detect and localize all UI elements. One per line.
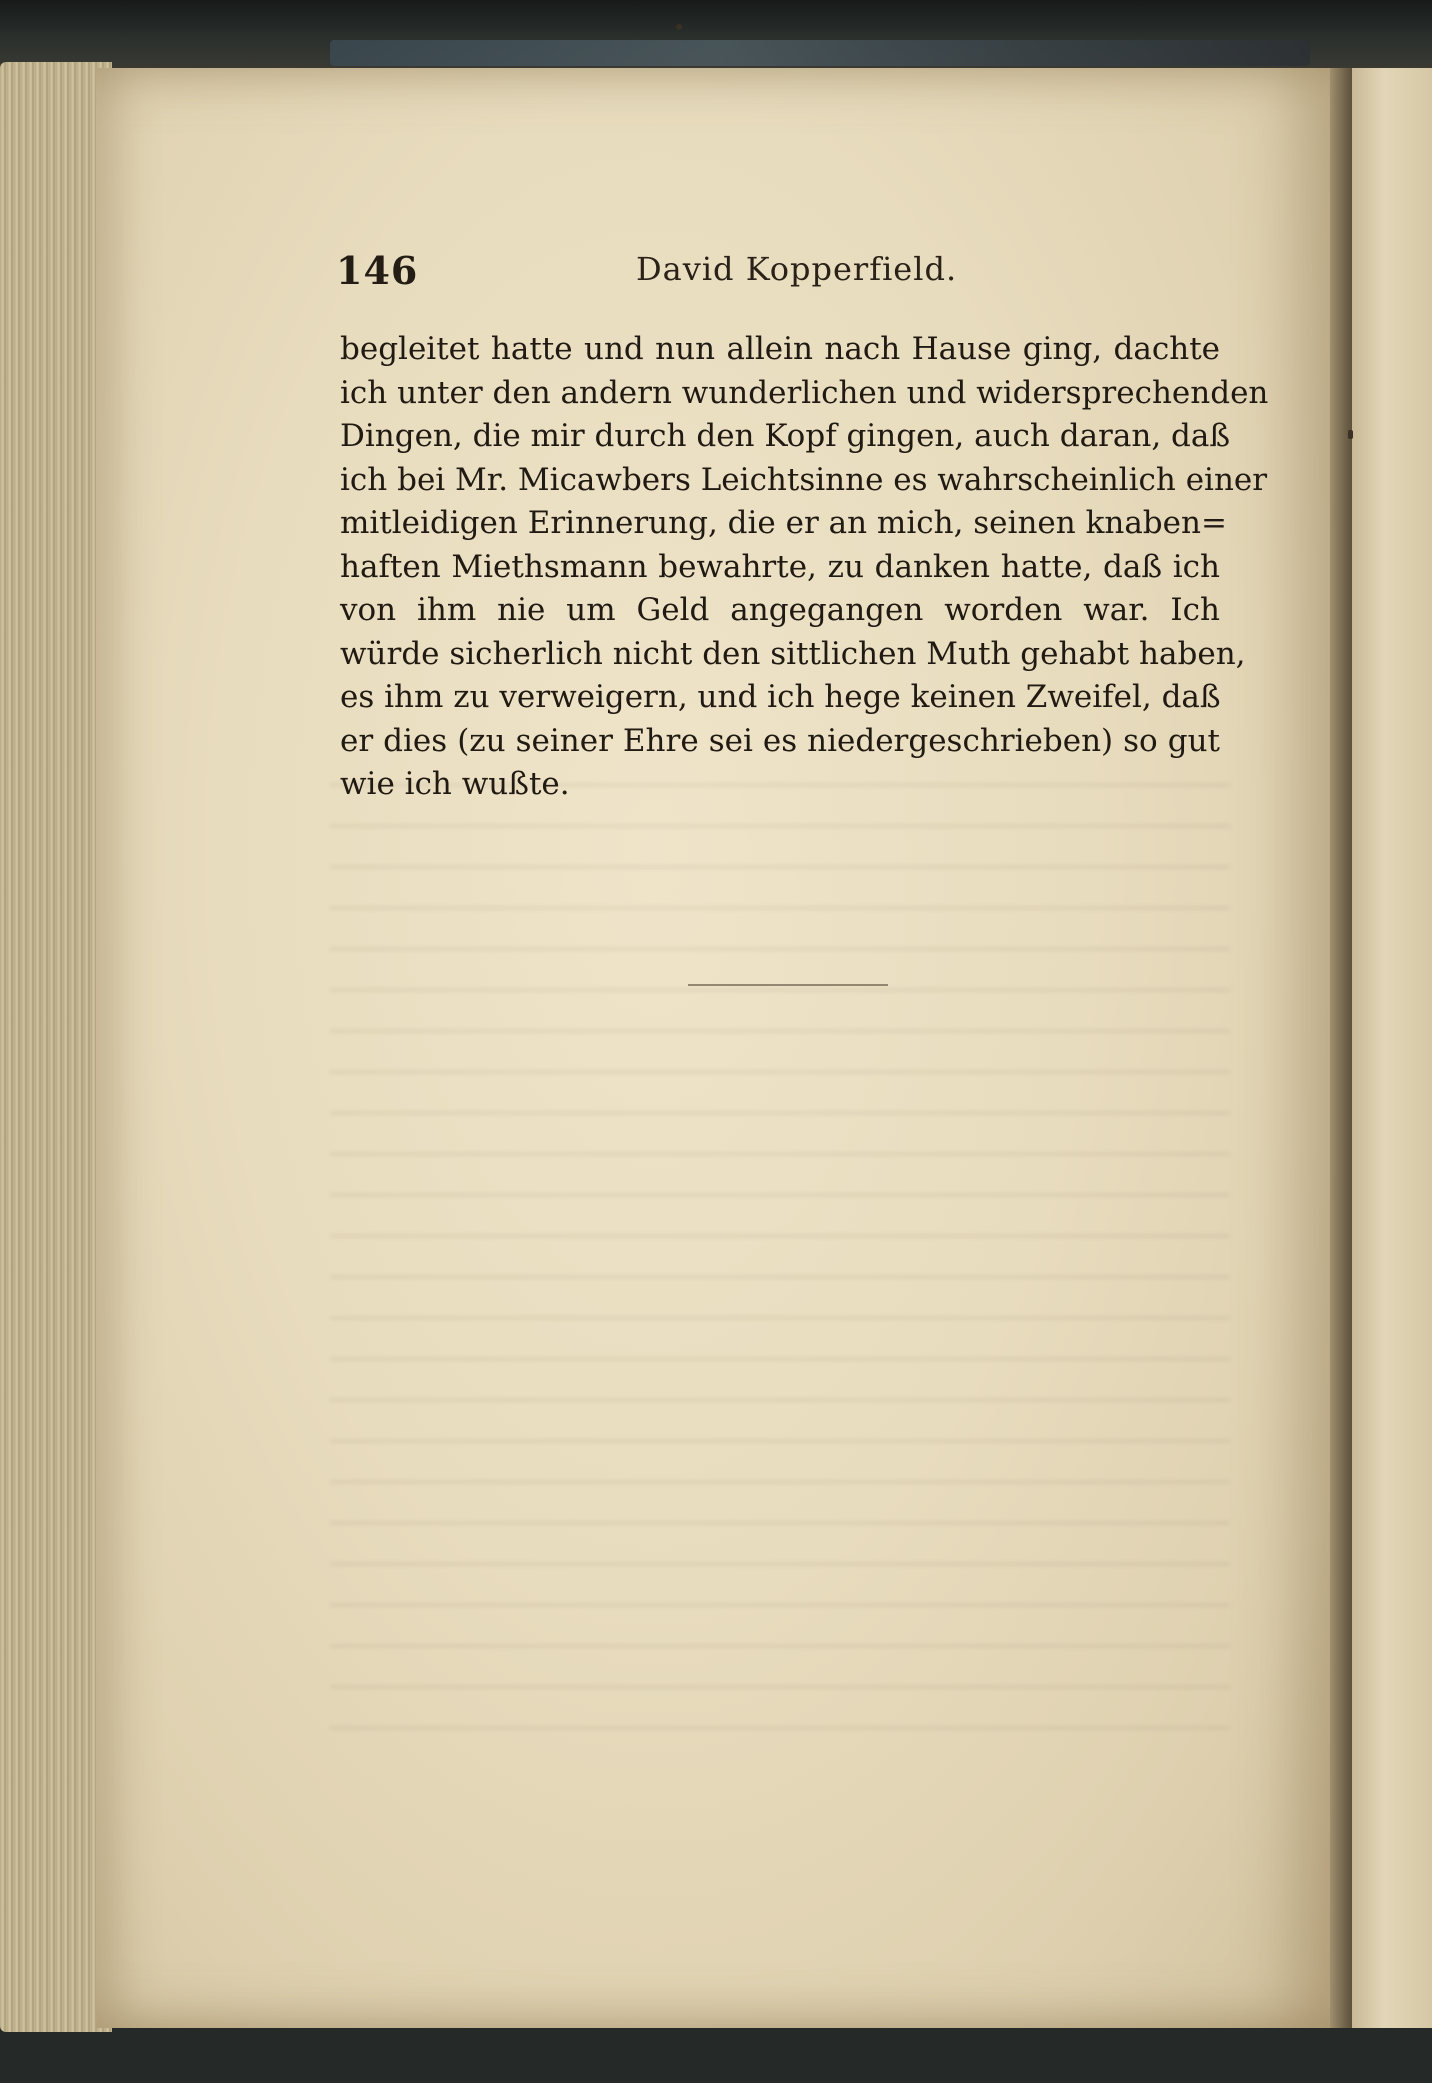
text-line: würde sicherlich nicht den sittlichen Muth gehabt haben, xyxy=(340,635,1246,672)
text-line: wie ich wußte. xyxy=(340,766,570,802)
text-line: Dingen, die mir durch den Kopf gingen, auch daran, daß xyxy=(340,418,1231,454)
gutter-mark xyxy=(1348,430,1353,439)
page-header xyxy=(336,248,1216,298)
section-rule xyxy=(688,984,888,986)
text-line: er dies (zu seiner Ehre sei es niedergeschrieben) so gut xyxy=(340,722,1220,759)
facing-page-edge xyxy=(1352,68,1432,2028)
binding-strip xyxy=(330,40,1310,66)
text-line: mitleidigen Erinnerung, die er an mich, seinen knaben= xyxy=(340,505,1227,541)
body-text xyxy=(340,328,1269,807)
dust-mark xyxy=(676,24,682,30)
text-line: es ihm zu verweigern, und ich hege keinen Zweifel, daß xyxy=(340,679,1221,715)
page-number: 146 xyxy=(336,248,419,293)
text-line: ich bei Mr. Micawbers Leichtsinne es wahrscheinlich einer xyxy=(340,461,1268,498)
text-line: haften Miethsmann bewahrte, zu danken hatte, daß ich xyxy=(340,548,1220,585)
text-line: von ihm nie um Geld angegangen worden war. Ich xyxy=(340,592,1220,628)
text-line: begleitet hatte und nun allein nach Hause ging, dachte xyxy=(340,331,1220,367)
running-head: David Kopperfield. xyxy=(636,250,958,288)
text-line: ich unter den andern wunderlichen und widersprechenden xyxy=(340,374,1269,411)
show-through-text xyxy=(330,760,1230,1760)
